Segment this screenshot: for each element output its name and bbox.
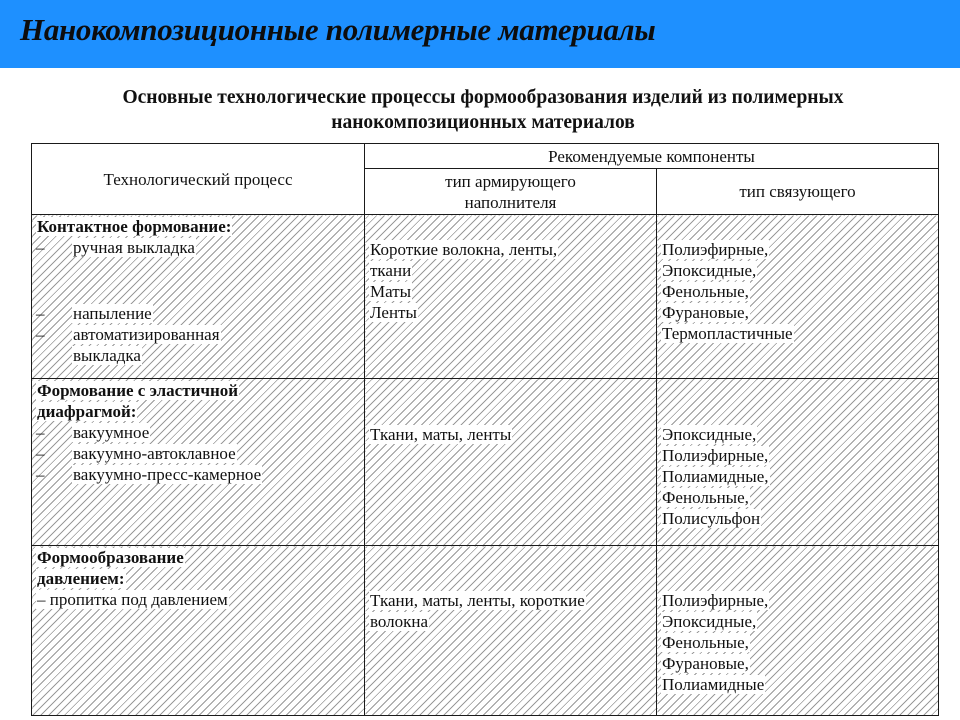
process-cell xyxy=(32,546,365,716)
table-row xyxy=(32,379,939,546)
header-filler-type: тип армирующего наполнителя xyxy=(365,169,657,215)
process-item: – вакуумно-пресс-камерное xyxy=(36,465,262,484)
table-row xyxy=(32,215,939,379)
process-group-title: Формование с эластичной диафрагмой: xyxy=(37,381,239,421)
process-item: – вакуумное xyxy=(36,423,150,442)
header-row-1 xyxy=(32,144,939,169)
caption-line-2: нанокомпозиционных материалов xyxy=(331,112,635,133)
process-item: – автоматизированная xyxy=(36,325,220,344)
binder-cell: Полиэфирные, Эпоксидные, Фенольные, Фурановые, Термопластичные xyxy=(657,215,939,379)
table-row xyxy=(32,546,939,716)
header-process: Технологический процесс xyxy=(32,144,365,215)
slide-title: Нанокомпозиционные полимерные материалы xyxy=(20,12,656,47)
process-item: – вакуумно-автоклавное xyxy=(36,444,236,463)
header-components: Рекомендуемые компоненты xyxy=(365,144,939,169)
filler-cell: Ткани, маты, ленты xyxy=(365,379,657,546)
process-cell xyxy=(32,379,365,546)
binder-cell: Полиэфирные, Эпоксидные, Фенольные, Фурановые, Полиамидные xyxy=(657,546,939,716)
caption-line-1: Основные технологические процессы формообразования изделий из полимерных xyxy=(122,87,844,108)
process-item: – ручная выкладка xyxy=(36,238,195,257)
process-item: выкладка xyxy=(73,346,141,365)
process-table xyxy=(31,143,939,716)
process-item: – напыление xyxy=(36,304,152,323)
table-caption xyxy=(0,85,960,135)
process-group-title: Контактное формование: xyxy=(37,217,232,236)
filler-cell: Ткани, маты, ленты, короткие волокна xyxy=(365,546,657,716)
header-binder-type: тип связующего xyxy=(657,169,939,215)
process-group-title: Формообразование давлением: xyxy=(37,548,184,588)
process-item: – пропитка под давлением xyxy=(37,590,228,609)
title-bar xyxy=(0,0,960,68)
binder-cell: Эпоксидные, Полиэфирные, Полиамидные, Фенольные, Полисульфон xyxy=(657,379,939,546)
process-cell xyxy=(32,215,365,379)
filler-cell: Короткие волокна, ленты, ткани Маты Ленты xyxy=(365,215,657,379)
